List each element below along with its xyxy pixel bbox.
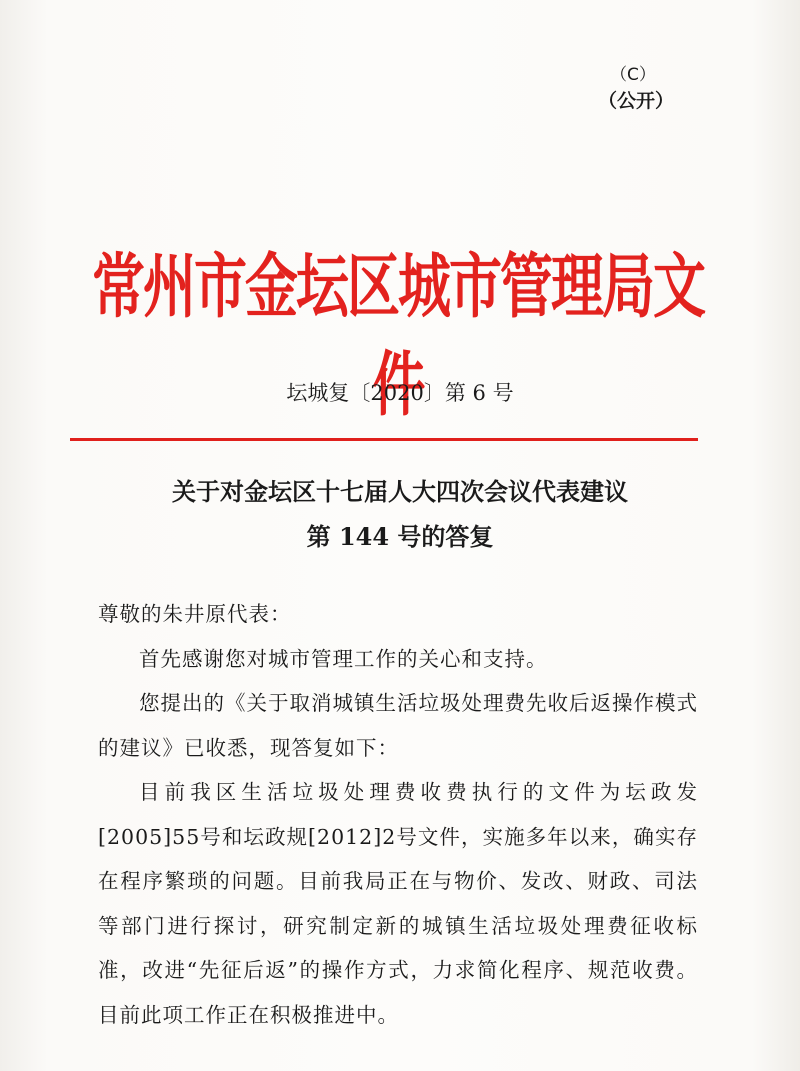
red-divider — [70, 438, 698, 441]
body-paragraph: 目前我区生活垃圾处理费收费执行的文件为坛政发[2005]55号和坛政规[2012]2号文件，实施多年以来，确实存在程序繁琐的问题。目前我局正在与物价、发改、财政、司法等部门进行探讨，研究制定新的城镇生活垃圾处理费征收标准，改进“先征后返”的操作方式，力求简化程序、规范收费。目前此项工作正在积极推进中。 — [98, 780, 698, 1027]
org-banner: 常州市金坛区城市管理局文件 — [92, 245, 704, 426]
document-number: 坛城复〔2020〕第 6 号 — [286, 381, 514, 405]
classification-mark — [598, 62, 675, 114]
body-paragraph: 首先感谢您对城市管理工作的关心和支持。 — [139, 646, 548, 671]
document-body — [98, 592, 698, 1037]
salutation: 尊敬的朱井原代表： — [98, 602, 292, 626]
classification-status: （公开） — [598, 90, 675, 112]
document-title-line-1: 关于对金坛区十七届人大四次会议代表建议 — [172, 477, 628, 506]
document-title-line-2: 第 144 号的答复 — [306, 522, 494, 551]
classification-code: （C） — [610, 65, 656, 85]
body-paragraph: 您提出的《关于取消城镇生活垃圾处理费先收后返操作模式的建议》已收悉，现答复如下： — [98, 691, 698, 760]
